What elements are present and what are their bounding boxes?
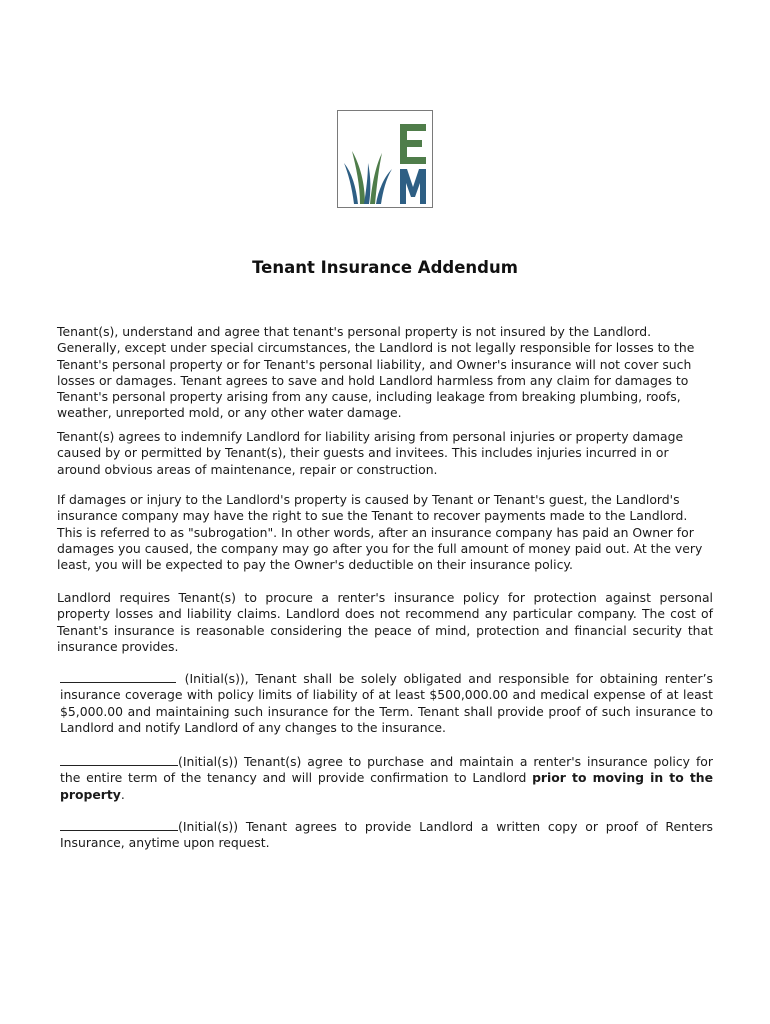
paragraph-initial-purchase-policy (60, 753, 713, 803)
paragraph-renters-insurance-required: Landlord requires Tenant(s) to procure a renter's insurance policy for protection against personal property losses and liability claims. Landlord does not recommend any particular company. The cost of Tenant's insurance is reasonable considering the peace of mind, protection and financial security that insurance provides. (57, 590, 713, 654)
paragraph-property-not-insured: Tenant(s), understand and agree that tenant's personal property is not insured by the Landlord. Generally, except under special circumstances, the Landlord is not legally responsible for losses to the Tenant's personal property or for Tenant's personal liability, and Owner's insurance will not cover such losses or damages. Tenant agrees to save and hold Landlord harmless from any claim for damages to Tenant's personal property arising from any cause, including leakage from breaking plumbing, roofs, weather, unreported mold, or any other water damage. (57, 324, 695, 421)
company-logo (337, 110, 433, 208)
paragraph-initial-proof-of-insurance (60, 818, 713, 852)
clause-text: (Initial(s)), Tenant shall be solely obligated and responsible for obtaining renter’s insurance coverage with policy limits of liability of at least $500,000.00 and medical expense of at least $5,000.00 and maintaining such insurance for the Term. Tenant shall provide proof of such insurance to Landlord and notify Landlord of any changes to the insurance. (60, 671, 713, 735)
initials-blank-line[interactable] (60, 753, 178, 766)
paragraph-subrogation: If damages or injury to the Landlord's property is caused by Tenant or Tenant's guest, the Landlord's insurance company may have the right to sue the Tenant to recover payments made to the Landlord. This is referred to as "subrogation". In other words, after an insurance company has paid an Owner for damages you caused, the company may go after you for the full amount of money paid out. At the very least, you will be expected to pay the Owner's deductible on their insurance policy. (57, 492, 703, 573)
initials-blank-line[interactable] (60, 670, 176, 683)
initials-blank-line[interactable] (60, 818, 178, 831)
clause-text: (Initial(s)) Tenant agrees to provide Landlord a written copy or proof of Renters Insurance, anytime upon request. (60, 819, 713, 851)
paragraph-initial-coverage-limits (60, 670, 713, 736)
document-title: Tenant Insurance Addendum (252, 258, 518, 277)
em-grass-logo-icon (338, 111, 432, 207)
clause-text: (Initial(s)) Tenant(s) agree to purchase and maintain a renter's insurance policy for the entire term of the tenancy and will provide confirmation to Landlord (60, 754, 713, 786)
clause-emphasis: prior to moving in to the property (60, 770, 713, 802)
clause-end: . (120, 786, 125, 802)
paragraph-indemnify: Tenant(s) agrees to indemnify Landlord for liability arising from personal injuries or property damage caused by or permitted by Tenant(s), their guests and invitees. This includes injuries incurred in or around obvious areas of maintenance, repair or construction. (57, 429, 684, 477)
